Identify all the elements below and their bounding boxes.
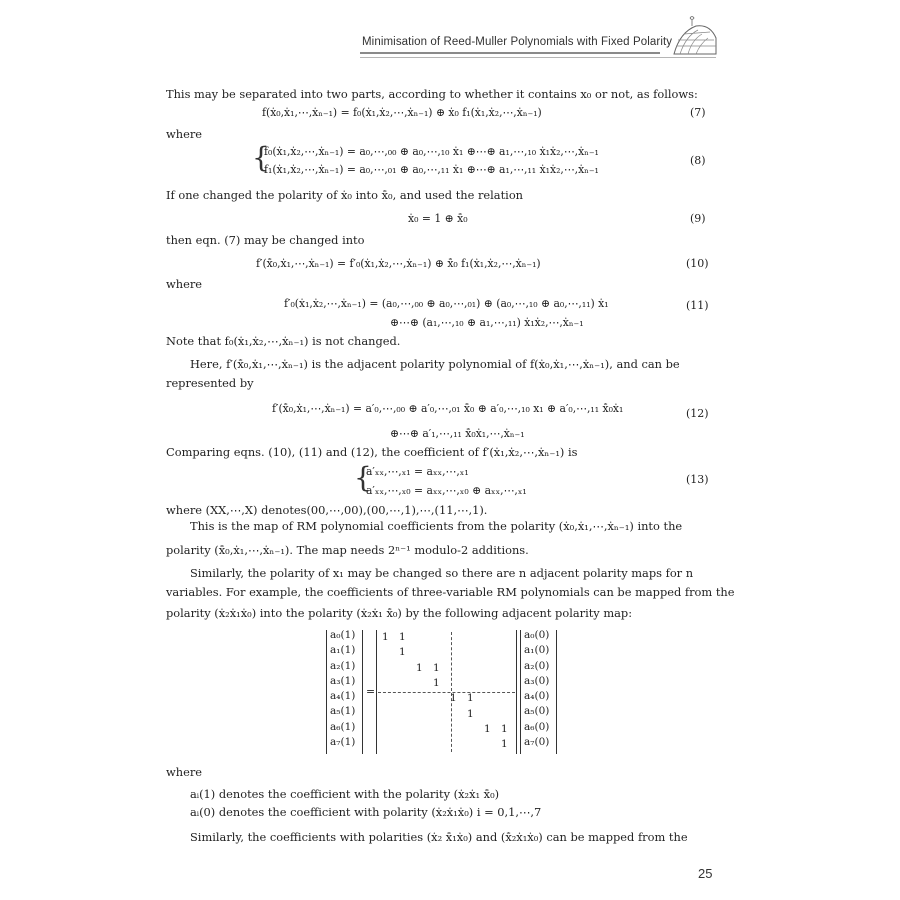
equation-9: ẋ₀ = 1 ⊕ x̄̇₀: [408, 212, 468, 225]
label-where: where: [166, 277, 203, 291]
vector-entry: a₀(1): [330, 629, 356, 641]
vector-entry: a₃(0): [524, 674, 550, 687]
label-where: where: [166, 765, 203, 779]
equation-13b: a′ₓₓ,⋯,ₓ₀ = aₓₓ,⋯,ₓ₀ ⊕ aₓₓ,⋯,ₓ₁: [366, 484, 527, 497]
equation-8b: f₁(ẋ₁,ẋ₂,⋯,ẋₙ₋₁) = a₀,⋯,₀₁ ⊕ a₀,⋯,₁₁ ẋ₁ ⊕⋯⊕ a₁,⋯,₁₁ ẋ₁ẋ₂,⋯,ẋₙ₋₁: [264, 163, 599, 176]
running-header: Minimisation of Reed-Muller Polynomials with Fixed Polarity: [362, 36, 673, 48]
matrix-cell: 1: [433, 661, 440, 674]
equation-12b: ⊕⋯⊕ a′₁,⋯,₁₁ x̄̇₀ẋ₁,⋯,ẋₙ₋₁: [390, 427, 525, 440]
matrix-cell: 1: [450, 692, 457, 705]
vector-entry: a₃(1): [330, 674, 356, 687]
matrix-cell: 1: [382, 631, 389, 643]
right-vector: [524, 628, 549, 750]
vector-entry: a₅(1): [330, 705, 356, 718]
paragraph: then eqn. (7) may be changed into: [166, 233, 365, 247]
matrix-cell: 1: [467, 692, 474, 705]
paragraph: Here, f′(x̄̇₀,ẋ₁,⋯,ẋₙ₋₁) is the adjacent polarity polynomial of f(ẋ₀,ẋ₁,⋯,ẋₙ₋₁), and can be: [190, 357, 680, 371]
equation-number: (13): [686, 473, 709, 486]
equation-8a: f₀(ẋ₁,ẋ₂,⋯,ẋₙ₋₁) = a₀,⋯,₀₀ ⊕ a₀,⋯,₁₀ ẋ₁ ⊕⋯⊕ a₁,⋯,₁₀ ẋ₁ẋ₂,⋯,ẋₙ₋₁: [264, 145, 599, 158]
definition: aᵢ(0) denotes the coefficient with polarity (ẋ₂ẋ₁ẋ₀) i = 0,1,⋯,7: [190, 805, 542, 819]
vector-bar: [520, 630, 521, 754]
equation-10: f′(x̄̇₀,ẋ₁,⋯,ẋₙ₋₁) = f′₀(ẋ₁,ẋ₂,⋯,ẋₙ₋₁) ⊕ x̄̇₀ f₁(ẋ₁,ẋ₂,⋯,ẋₙ₋₁): [256, 257, 541, 270]
equation-number: (11): [686, 299, 709, 312]
equation-number: (8): [690, 154, 706, 167]
matrix-cell: 1: [501, 738, 508, 751]
equation-number: (9): [690, 212, 706, 225]
vector-entry: a₅(0): [524, 705, 550, 718]
brace: {: [354, 461, 372, 494]
paragraph: represented by: [166, 376, 254, 390]
matrix-cell: 1: [467, 707, 474, 720]
matrix-cell: 1: [416, 661, 423, 674]
vector-entry: a₂(1): [330, 659, 356, 672]
header-rule: [360, 52, 660, 54]
paragraph: If one changed the polarity of ẋ₀ into x̄̇₀, and used the relation: [166, 188, 524, 202]
vector-bar: [362, 630, 363, 754]
matrix-bar: [376, 630, 377, 754]
matrix-bar: [516, 630, 517, 754]
paragraph: where (XX,⋯,X) denotes(00,⋯,00),(00,⋯,1),⋯,(11,⋯,1).: [166, 503, 488, 517]
equation-number: (12): [686, 407, 709, 420]
header-rule-thin: [360, 57, 716, 58]
paragraph: This may be separated into two parts, according to whether it contains x₀ or not, as follows:: [166, 87, 698, 101]
matrix-cell: 1: [399, 646, 406, 659]
matrix-cell: 1: [433, 676, 440, 689]
equation-13a: a′ₓₓ,⋯,ₓ₁ = aₓₓ,⋯,ₓ₁: [366, 465, 469, 478]
definition: aᵢ(1) denotes the coefficient with the polarity (ẋ₂ẋ₁ x̄̇₀): [190, 787, 500, 801]
vector-entry: a₁(1): [330, 644, 356, 657]
equation-12a: f′(x̄̇₀,ẋ₁,⋯,ẋₙ₋₁) = a′₀,⋯,₀₀ ⊕ a′₀,⋯,₀₁ x̄̇₀ ⊕ a′₀,⋯,₁₀ x₁ ⊕ a′₀,⋯,₁₁ x̄̇₀ẋ₁: [272, 402, 624, 415]
matrix-cell: 1: [501, 722, 508, 735]
decorative-globe-icon: [670, 14, 720, 58]
left-vector: [330, 628, 355, 750]
paragraph: Comparing eqns. (10), (11) and (12), the coefficient of f′(ẋ₁,ẋ₂,⋯,ẋₙ₋₁) is: [166, 445, 578, 459]
paragraph: polarity (x̄̇₀,ẋ₁,⋯,ẋₙ₋₁). The map needs 2ⁿ⁻¹ modulo-2 additions.: [166, 543, 529, 557]
vector-bar: [326, 630, 327, 754]
paragraph: Note that f₀(ẋ₁,ẋ₂,⋯,ẋₙ₋₁) is not changed.: [166, 334, 401, 348]
vector-entry: a₁(0): [524, 644, 550, 657]
matrix-cell: 1: [399, 631, 406, 643]
equation-7: f(ẋ₀,ẋ₁,⋯,ẋₙ₋₁) = f₀(ẋ₁,ẋ₂,⋯,ẋₙ₋₁) ⊕ ẋ₀ f₁(ẋ₁,ẋ₂,⋯,ẋₙ₋₁): [262, 106, 542, 119]
vector-entry: a₆(0): [524, 720, 550, 733]
equation-number: (10): [686, 257, 709, 270]
vector-entry: a₇(0): [524, 736, 550, 749]
page-number: 25: [698, 866, 713, 881]
adjacent-polarity-map: [326, 630, 558, 756]
vector-bar: [556, 630, 557, 754]
transform-matrix: [378, 630, 516, 754]
equation-11b: ⊕⋯⊕ (a₁,⋯,₁₀ ⊕ a₁,⋯,₁₁) ẋ₁ẋ₂,⋯,ẋₙ₋₁: [390, 316, 584, 329]
equation-number: (7): [690, 106, 706, 119]
label-where: where: [166, 127, 203, 141]
equals-sign: =: [366, 685, 376, 698]
vector-entry: a₀(0): [524, 629, 550, 641]
brace: {: [252, 141, 270, 174]
matrix-cell: 1: [484, 722, 491, 735]
paragraph: Similarly, the coefficients with polarities (ẋ₂ x̄̇₁ẋ₀) and (x̄̇₂ẋ₁ẋ₀) can be mapped from the: [190, 830, 688, 844]
paragraph: Similarly, the polarity of x₁ may be changed so there are n adjacent polarity maps for n: [190, 566, 694, 580]
vector-entry: a₂(0): [524, 659, 550, 672]
paragraph: variables. For example, the coefficients of three-variable RM polynomials can be mapped from the: [166, 585, 735, 599]
equation-11a: f′₀(ẋ₁,ẋ₂,⋯,ẋₙ₋₁) = (a₀,⋯,₀₀ ⊕ a₀,⋯,₀₁) ⊕ (a₀,⋯,₁₀ ⊕ a₀,⋯,₁₁) ẋ₁: [284, 297, 609, 310]
paragraph: polarity (ẋ₂ẋ₁ẋ₀) into the polarity (ẋ₂ẋ₁ x̄̇₀) by the following adjacent polarity map:: [166, 606, 633, 620]
paragraph: This is the map of RM polynomial coefficients from the polarity (ẋ₀,ẋ₁,⋯,ẋₙ₋₁) into the: [190, 519, 683, 533]
vector-entry: a₄(1): [330, 690, 356, 703]
vector-entry: a₇(1): [330, 736, 356, 749]
vector-entry: a₄(0): [524, 690, 550, 703]
vector-entry: a₆(1): [330, 720, 356, 733]
